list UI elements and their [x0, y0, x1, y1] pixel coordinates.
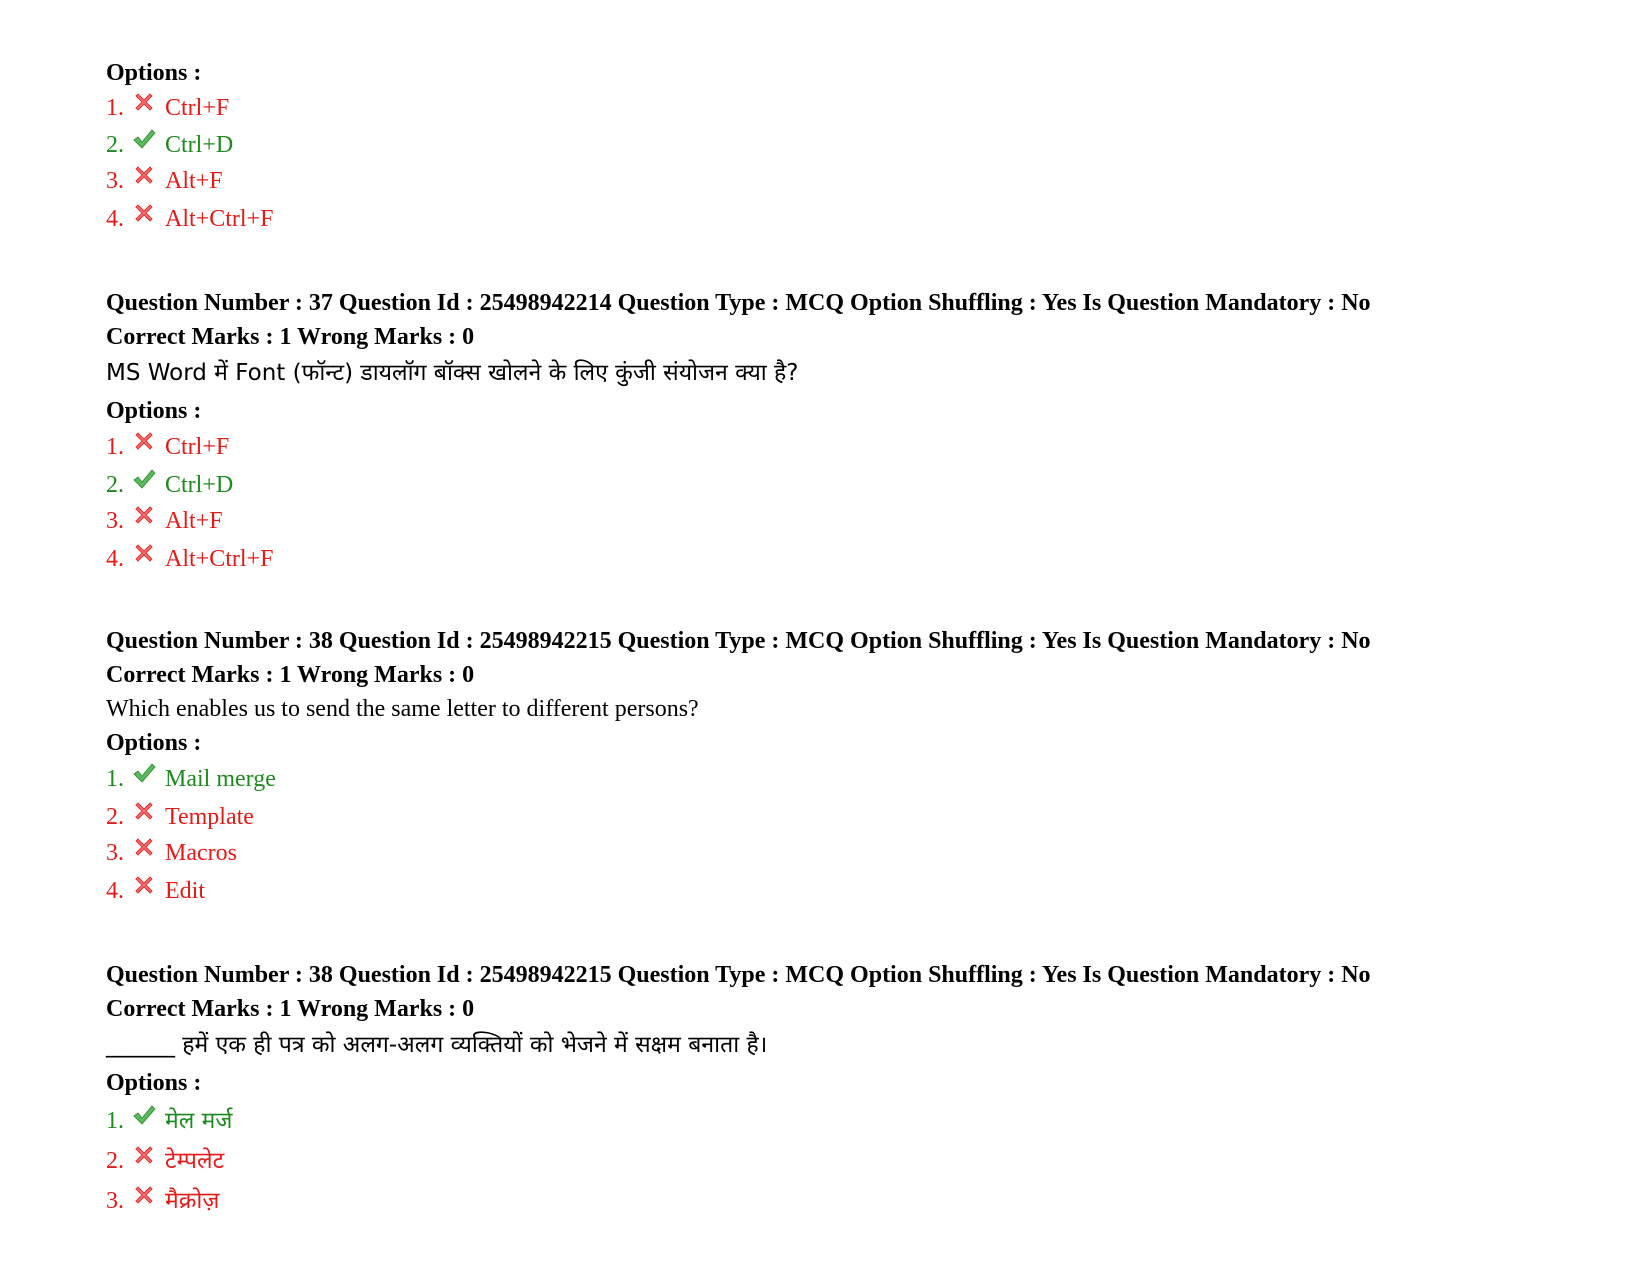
option-number: 4.: [106, 878, 124, 904]
option-text: Ctrl+D: [165, 132, 234, 158]
option-text: Alt+Ctrl+F: [165, 546, 274, 572]
cross-icon: [132, 429, 156, 453]
cross-icon: [132, 1183, 156, 1207]
question-marks: Correct Marks : 1 Wrong Marks : 0: [106, 662, 475, 688]
options-label: Options :: [106, 60, 202, 86]
option-item: [106, 802, 254, 832]
options-label: Options :: [106, 730, 202, 756]
option-number: 2.: [106, 472, 124, 498]
cross-icon: [132, 799, 156, 823]
option-item: [106, 506, 223, 536]
option-text: मैक्रोज़: [165, 1188, 220, 1214]
option-number: 3.: [106, 840, 124, 866]
option-item: [106, 544, 273, 574]
option-text: Alt+F: [165, 508, 223, 534]
question-text: MS Word में Font (फॉन्ट) डायलॉग बॉक्स खोलने के लिए कुंजी संयोजन क्या है?: [106, 360, 799, 386]
checkmark-icon: [132, 1103, 156, 1127]
option-text: Ctrl+D: [165, 472, 234, 498]
option-number: 4.: [106, 546, 124, 572]
option-number: 2.: [106, 804, 124, 830]
option-item: [106, 1106, 232, 1136]
checkmark-icon: [132, 761, 156, 785]
option-item: [106, 470, 233, 500]
option-text: टेम्पलेट: [165, 1148, 225, 1174]
cross-icon: [132, 835, 156, 859]
option-text: Edit: [165, 878, 205, 904]
options-label: Options :: [106, 398, 202, 424]
question-header: Question Number : 38 Question Id : 25498942215 Question Type : MCQ Option Shuffling : Yes Is Question Mandatory : No: [106, 962, 1371, 988]
option-number: 3.: [106, 168, 124, 194]
checkmark-icon: [132, 467, 156, 491]
cross-icon: [132, 201, 156, 225]
option-number: 2.: [106, 1148, 124, 1174]
question-header: Question Number : 37 Question Id : 25498942214 Question Type : MCQ Option Shuffling : Yes Is Question Mandatory : No: [106, 290, 1371, 316]
option-item: [106, 876, 205, 906]
option-number: 3.: [106, 1188, 124, 1214]
cross-icon: [132, 1143, 156, 1167]
option-number: 1.: [106, 95, 124, 121]
cross-icon: [132, 541, 156, 565]
question-text: ______ हमें एक ही पत्र को अलग-अलग व्यक्तियों को भेजने में सक्षम बनाता है।: [106, 1032, 768, 1058]
option-item: [106, 166, 223, 196]
checkmark-icon: [132, 127, 156, 151]
option-number: 4.: [106, 206, 124, 232]
option-item: [106, 204, 273, 234]
cross-icon: [132, 163, 156, 187]
option-item: [106, 93, 229, 123]
option-text: Mail merge: [165, 766, 276, 792]
question-header: Question Number : 38 Question Id : 25498942215 Question Type : MCQ Option Shuffling : Yes Is Question Mandatory : No: [106, 628, 1371, 654]
option-text: Ctrl+F: [165, 95, 230, 121]
option-number: 2.: [106, 132, 124, 158]
cross-icon: [132, 503, 156, 527]
option-item: [106, 1186, 219, 1216]
option-number: 1.: [106, 1108, 124, 1134]
option-number: 3.: [106, 508, 124, 534]
option-item: [106, 838, 237, 868]
cross-icon: [132, 90, 156, 114]
option-item: [106, 130, 233, 160]
option-item: [106, 764, 276, 794]
option-number: 1.: [106, 766, 124, 792]
question-text: Which enables us to send the same letter to different persons?: [106, 696, 699, 722]
option-text: Alt+Ctrl+F: [165, 206, 274, 232]
option-text: Template: [165, 804, 254, 830]
option-item: [106, 1146, 224, 1176]
option-text: Macros: [165, 840, 237, 866]
option-text: Ctrl+F: [165, 434, 230, 460]
options-label: Options :: [106, 1070, 202, 1096]
question-marks: Correct Marks : 1 Wrong Marks : 0: [106, 996, 475, 1022]
question-marks: Correct Marks : 1 Wrong Marks : 0: [106, 324, 475, 350]
option-text: मेल मर्ज: [165, 1108, 233, 1134]
option-number: 1.: [106, 434, 124, 460]
option-text: Alt+F: [165, 168, 223, 194]
option-item: [106, 432, 229, 462]
cross-icon: [132, 873, 156, 897]
